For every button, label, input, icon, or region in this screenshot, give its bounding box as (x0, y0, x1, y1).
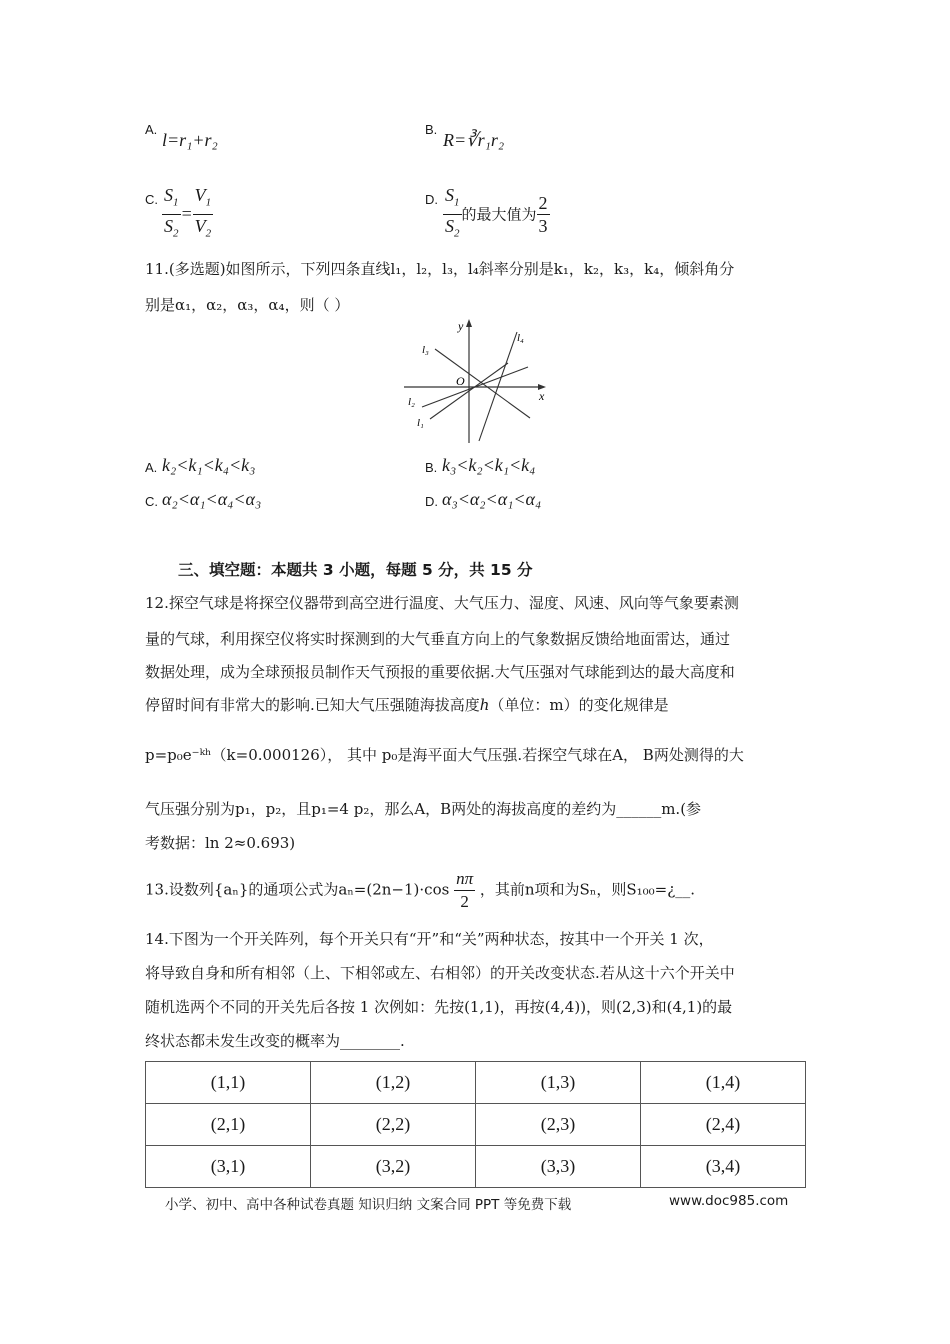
l1-label: l₁ (417, 417, 424, 429)
q11-stem-line1: 11.(多选题)如图所示，下列四条直线l₁，l₂，l₃，l₄斜率分别是k₁，k₂，k₃，k₄，倾斜角分 (145, 260, 735, 278)
option-label: B. (425, 460, 438, 475)
q13-statement (145, 868, 695, 913)
q13-text-end: ，其前n项和为Sₙ，则S₁₀₀=¿__. (479, 880, 696, 899)
l2-label: l₂ (408, 396, 415, 408)
y-axis-arrow (466, 319, 472, 327)
option-label: A. (145, 122, 158, 137)
table-cell: (3,2) (311, 1146, 476, 1188)
q14-line1: 14.下图为一个开关阵列，每个开关只有“开”和“关”两种状态，按其中一个开关 1 次， (145, 930, 714, 948)
table-cell: (2,4) (641, 1104, 806, 1146)
origin-label: O (456, 374, 465, 388)
option-label: D. (425, 192, 438, 207)
q14-line2: 将导致自身和所有相邻（上、下相邻或左、右相邻）的开关改变状态.若从这十六个开关中 (145, 964, 735, 982)
switch-array-table (145, 1061, 806, 1188)
option-expression: k₂<k₁<k₄<k₃ (162, 455, 256, 475)
footer-link[interactable]: www.doc985.com (669, 1193, 789, 1209)
q14-line3: 随机选两个不同的开关先后各按 1 次例如：先按(1,1)，再按(4,4))，则(2,3)和(4,1)的最 (145, 998, 733, 1016)
table-cell: (3,1) (146, 1146, 311, 1188)
table-row (146, 1062, 806, 1104)
q14-line4: 终状态都未发生改变的概率为________. (145, 1032, 405, 1050)
q12-line6: 气压强分别为p₁，p₂，且p₁=4 p₂，那么A，B两处的海拔高度的差约为______m.(参 (145, 800, 702, 818)
q13-text-start: 13.设数列{aₙ}的通项公式为aₙ=(2n−1)·cos (145, 880, 450, 899)
n-pi-over-2: $\frac{n\pi}{2}$ (456, 869, 474, 911)
x-axis-label: x (539, 389, 545, 403)
table-cell: (1,1) (146, 1062, 311, 1104)
footer-text: 小学、初中、高中各种试卷真题 知识归纳 文案合同 PPT 等免费下载 (165, 1197, 572, 1213)
l4-label: l₄ (517, 332, 524, 344)
option-label: D. (425, 494, 438, 509)
option-expression: R=∛r₁r₂ (443, 130, 505, 150)
q12-line5: p=p₀e⁻ᵏʰ（k=0.000126）， 其中 p₀是海平面大气压强.若探空气球在A， B两处测得的大 (145, 746, 744, 764)
l3-label: l₃ (422, 344, 429, 356)
option-label: B. (425, 122, 438, 137)
option-expression: k₃<k₂<k₁<k₄ (442, 455, 536, 475)
q12-line1: 12.探空气球是将探空仪器带到高空进行温度、大气压力、湿度、风速、风向等气象要素测 (145, 594, 739, 612)
table-row (146, 1146, 806, 1188)
table-cell: (1,2) (311, 1062, 476, 1104)
ratio-equation: $\frac{S_1}{S_2}$ = $\frac{V_1}{V_2}$ (164, 185, 212, 240)
ratio-max-statement: $\frac{S_1}{S_2}$ 的最大值为 $\frac{2}{3}$ (445, 185, 548, 240)
table-cell: (1,4) (641, 1062, 806, 1104)
section-heading: 三、填空题：本题共 3 小题，每题 5 分，共 15 分 (178, 561, 533, 579)
table-row (146, 1104, 806, 1146)
option-expression: l=r₁+r₂ (162, 130, 218, 150)
option-label: C. (145, 494, 158, 509)
y-axis-label: y (458, 319, 464, 333)
option-label: A. (145, 460, 158, 475)
table-cell: (2,3) (476, 1104, 641, 1146)
line-l3 (435, 349, 530, 418)
table-cell: (3,4) (641, 1146, 806, 1188)
q11-stem-line2: 别是α₁，α₂，α₃，α₄，则（ ） (145, 296, 350, 314)
slope-lines-figure (400, 315, 550, 447)
q12-line4: 停留时间有非常大的影响.已知大气压强随海拔高度ℎ（单位：m）的变化规律是 (145, 696, 669, 714)
option-label: C. (145, 192, 158, 207)
table-cell: (3,3) (476, 1146, 641, 1188)
q12-line2: 量的气球，利用探空仪将实时探测到的大气垂直方向上的气象数据反馈给地面雷达，通过 (145, 630, 731, 648)
q12-line3: 数据处理，成为全球预报员制作天气预报的重要依据.大气压强对气球能到达的最大高度和 (145, 663, 735, 681)
q12-line7: 考数据：ln 2≈0.693) (145, 834, 296, 852)
table-cell: (1,3) (476, 1062, 641, 1104)
option-expression: α₃<α₂<α₁<α₄ (442, 489, 542, 509)
table-cell: (2,2) (311, 1104, 476, 1146)
table-cell: (2,1) (146, 1104, 311, 1146)
option-expression: α₂<α₁<α₄<α₃ (162, 489, 262, 509)
